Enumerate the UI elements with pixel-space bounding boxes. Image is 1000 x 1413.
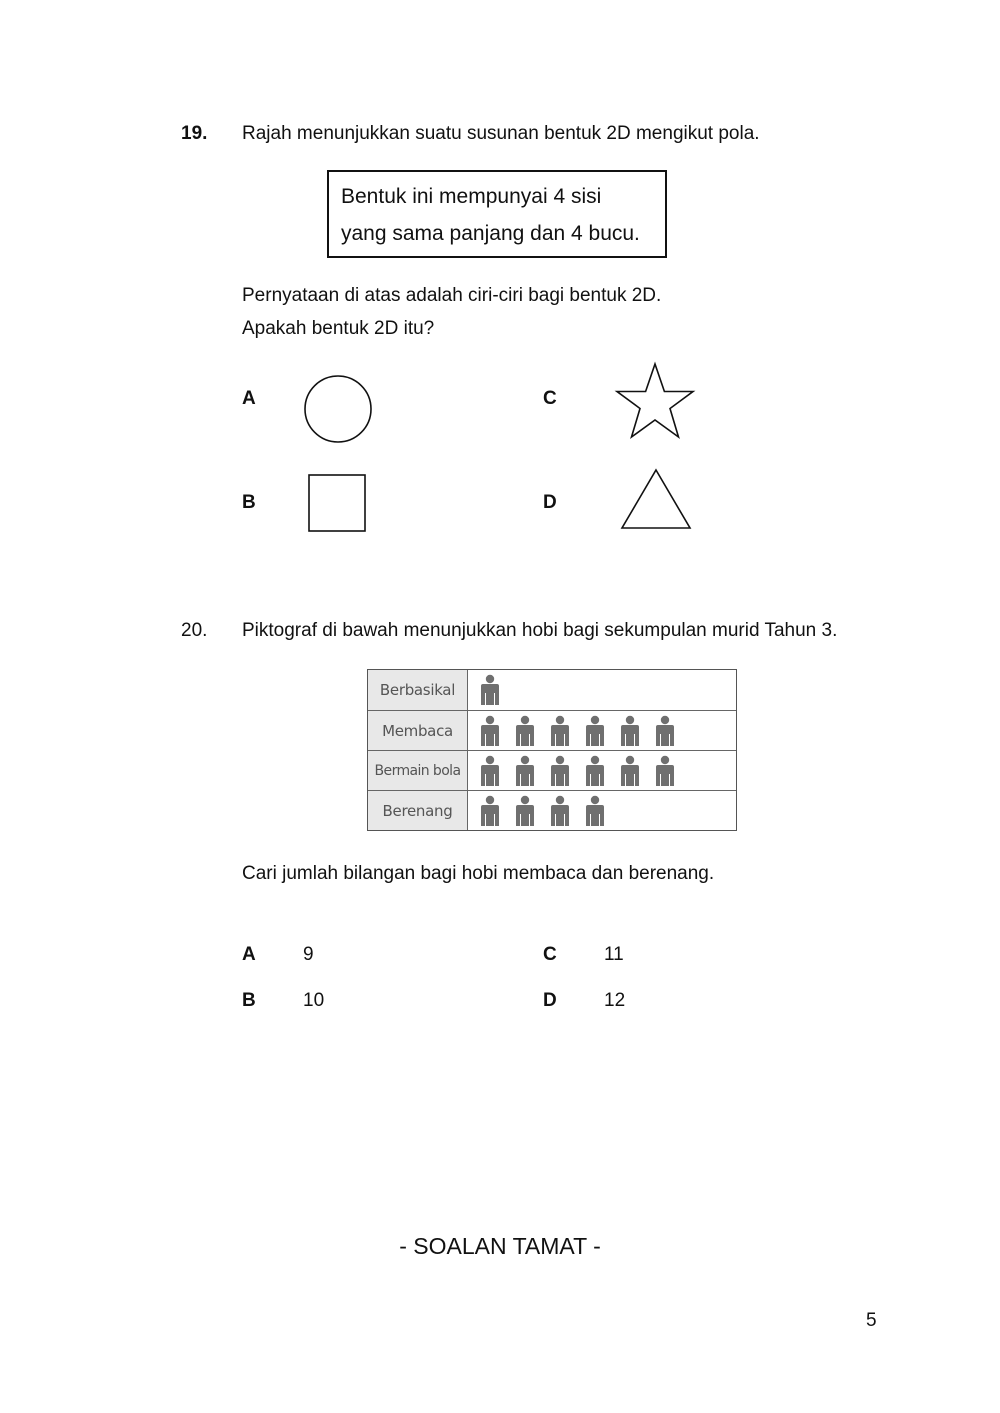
statement-box-line-1: Bentuk ini mempunyai 4 sisi bbox=[341, 185, 602, 208]
pictograph-label: Berbasikal bbox=[368, 670, 468, 710]
star-icon[interactable] bbox=[614, 361, 696, 443]
option-d-letter[interactable]: D bbox=[543, 990, 557, 1011]
person-icon bbox=[513, 795, 537, 827]
person-icon bbox=[618, 755, 642, 787]
person-icon bbox=[478, 674, 502, 706]
option-a-value[interactable]: 9 bbox=[303, 944, 314, 965]
pictograph-icons bbox=[478, 795, 607, 827]
option-c-value[interactable]: 11 bbox=[604, 944, 624, 965]
person-icon bbox=[548, 755, 572, 787]
option-d-value[interactable]: 12 bbox=[604, 990, 626, 1011]
pictograph-icons bbox=[478, 715, 677, 747]
person-icon bbox=[478, 755, 502, 787]
pictograph-icons bbox=[478, 755, 677, 787]
option-b-value[interactable]: 10 bbox=[303, 990, 325, 1011]
statement-box bbox=[327, 170, 667, 258]
pictograph-table bbox=[367, 669, 737, 831]
person-icon bbox=[583, 795, 607, 827]
person-icon bbox=[513, 715, 537, 747]
pictograph-row bbox=[368, 710, 736, 750]
person-icon bbox=[583, 715, 607, 747]
question-19-statement: Pernyataan di atas adalah ciri-ciri bagi bentuk 2D. bbox=[242, 285, 662, 306]
circle-icon[interactable] bbox=[302, 373, 374, 445]
person-icon bbox=[548, 795, 572, 827]
person-icon bbox=[478, 715, 502, 747]
pictograph-row bbox=[368, 670, 736, 710]
triangle-icon[interactable] bbox=[619, 467, 693, 531]
option-c-letter[interactable]: C bbox=[543, 944, 557, 965]
person-icon bbox=[478, 795, 502, 827]
end-of-questions-text: - SOALAN TAMAT - bbox=[399, 1233, 601, 1259]
person-icon bbox=[653, 755, 677, 787]
option-b-letter[interactable]: B bbox=[242, 990, 256, 1011]
pictograph-label: Berenang bbox=[368, 791, 468, 830]
option-d-letter[interactable]: D bbox=[543, 492, 557, 513]
question-20-number: 20. bbox=[181, 620, 208, 641]
option-a-letter[interactable]: A bbox=[242, 944, 256, 965]
pictograph-row bbox=[368, 790, 736, 830]
question-19-number: 19. bbox=[181, 123, 208, 144]
question-20-prompt: Piktograf di bawah menunjukkan hobi bagi sekumpulan murid Tahun 3. bbox=[242, 620, 838, 641]
pictograph-label: Bermain bola bbox=[368, 751, 468, 790]
pictograph-row bbox=[368, 750, 736, 790]
pictograph-icons bbox=[478, 674, 502, 706]
square-icon[interactable] bbox=[306, 472, 368, 534]
person-icon bbox=[653, 715, 677, 747]
statement-box-line-2: yang sama panjang dan 4 bucu. bbox=[341, 222, 640, 245]
question-19-question: Apakah bentuk 2D itu? bbox=[242, 318, 435, 339]
option-c-letter[interactable]: C bbox=[543, 388, 557, 409]
person-icon bbox=[583, 755, 607, 787]
question-20-question: Cari jumlah bilangan bagi hobi membaca dan berenang. bbox=[242, 863, 715, 884]
person-icon bbox=[513, 755, 537, 787]
pictograph-label: Membaca bbox=[368, 711, 468, 750]
option-a-letter[interactable]: A bbox=[242, 388, 256, 409]
option-b-letter[interactable]: B bbox=[242, 492, 256, 513]
person-icon bbox=[618, 715, 642, 747]
question-19-prompt: Rajah menunjukkan suatu susunan bentuk 2D mengikut pola. bbox=[242, 123, 760, 144]
person-icon bbox=[548, 715, 572, 747]
page-number: 5 bbox=[866, 1310, 877, 1331]
